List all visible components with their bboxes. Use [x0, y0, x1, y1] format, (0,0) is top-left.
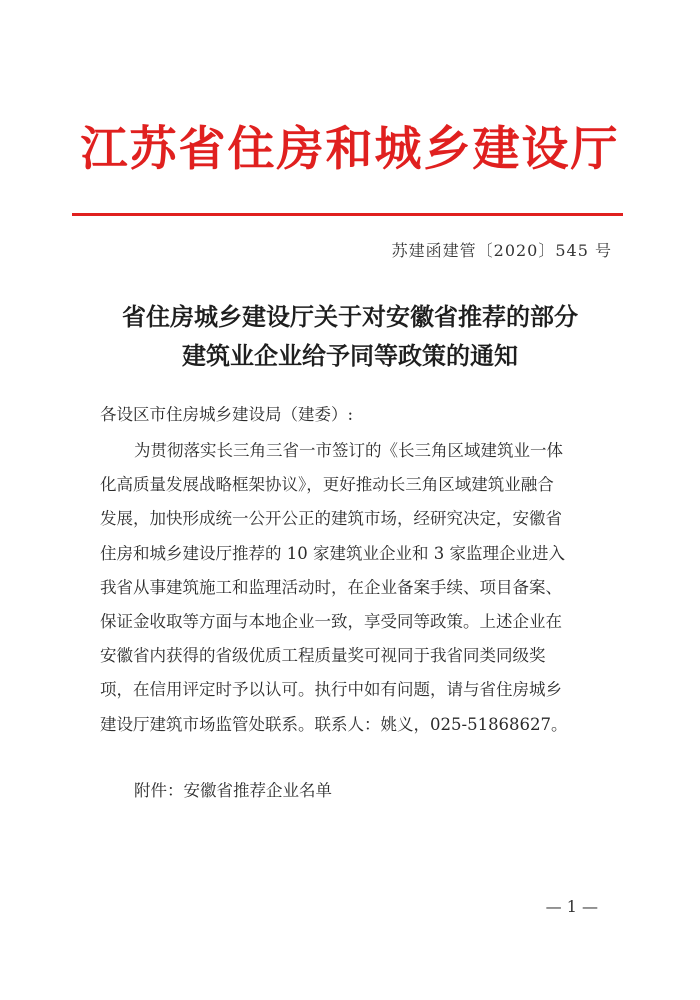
body-line-2: 化高质量发展战略框架协议》，更好推动长三角区域建筑业融合	[100, 475, 554, 495]
body-line-9: 建设厅建筑市场监管处联系。联系人：姚义，025-51868627。	[100, 714, 568, 734]
page-number: — 1 —	[545, 897, 598, 916]
body-line-6: 保证金收取等方面与本地企业一致，享受同等政策。上述企业在	[100, 612, 562, 632]
issuing-organization-header: 江苏省住房和城乡建设厅	[80, 122, 620, 177]
body-line-4: 住房和城乡建设厅推荐的 10 家建筑业企业和 3 家监理企业进入	[100, 543, 565, 563]
title-line-1: 省住房城乡建设厅关于对安徽省推荐的部分	[122, 303, 578, 331]
body-line-7: 安徽省内获得的省级优质工程质量奖可视同于我省同类同级奖	[100, 646, 546, 666]
title-line-2: 建筑业企业给予同等政策的通知	[182, 342, 518, 370]
body-line-3: 发展，加快形成统一公开公正的建筑市场，经研究决定，安徽省	[100, 509, 562, 529]
red-header-rule	[72, 213, 623, 216]
addressee: 各设区市住房城乡建设局（建委）:	[100, 405, 354, 424]
body-line-8: 项，在信用评定时予以认可。执行中如有问题，请与省住房城乡	[100, 680, 562, 700]
attachment-note: 附件：安徽省推荐企业名单	[134, 781, 332, 800]
document-title	[0, 298, 700, 376]
body-line-5: 我省从事建筑施工和监理活动时，在企业备案手续、项目备案、	[100, 577, 562, 597]
body-paragraph	[100, 434, 610, 742]
body-line-1: 为贯彻落实长三角三省一市签订的《长三角区域建筑业一体	[134, 441, 563, 460]
document-number: 苏建函建管〔2020〕545 号	[391, 241, 612, 260]
